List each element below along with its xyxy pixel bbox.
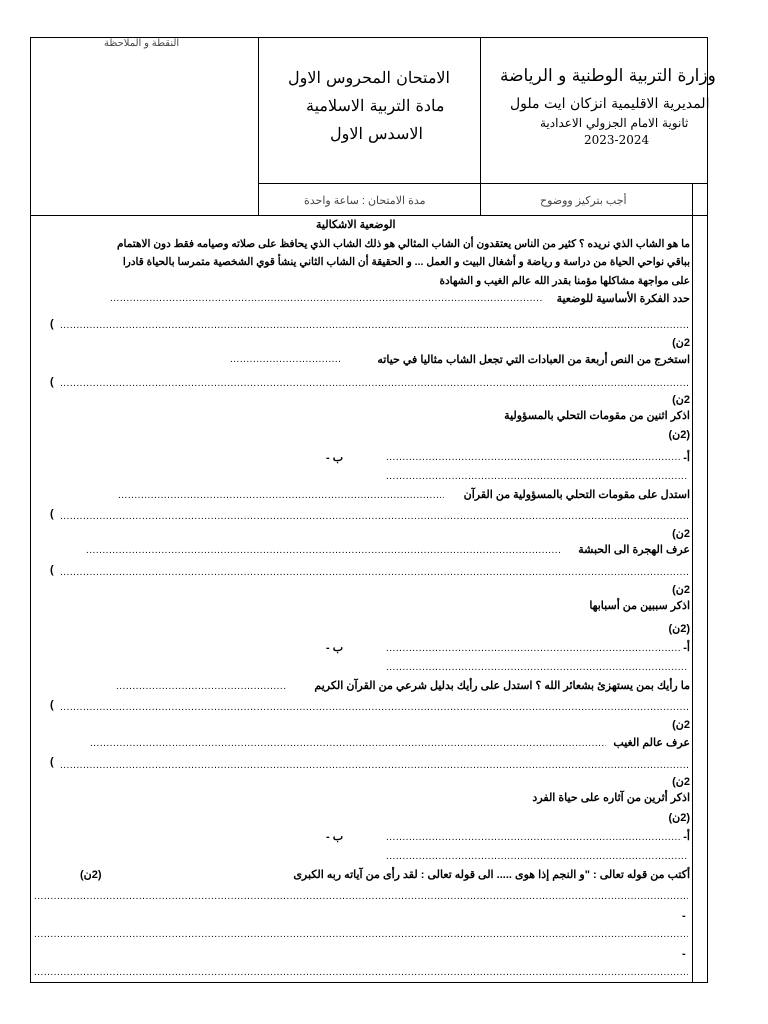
mark-open-4: ) bbox=[50, 508, 54, 520]
mark-1: 2ن) bbox=[672, 337, 690, 349]
answer-line-3b bbox=[386, 471, 688, 483]
answer-line-4a bbox=[118, 490, 444, 502]
question-10: أكتب من قوله تعالى : "و النجم إذا هوى ..... الى قوله تعالى : لقد رأى من آياته ربه الكبرى bbox=[293, 869, 690, 881]
answer-line-2a bbox=[230, 354, 342, 366]
mark-6: (2ن) bbox=[668, 623, 690, 635]
mark-open-8: ) bbox=[50, 756, 54, 768]
mark-open-2: ) bbox=[50, 376, 54, 388]
mark-2: 2ن) bbox=[672, 394, 690, 406]
question-9: اذكر أثرين من آثاره على حياة الفرد bbox=[532, 792, 690, 804]
mark-open-7: ) bbox=[50, 699, 54, 711]
answer-line-5a bbox=[86, 545, 560, 557]
semester-name: الاسدس الاول bbox=[330, 124, 423, 143]
question-8: عرف عالم الغيب bbox=[613, 737, 690, 749]
answer-line-1b bbox=[60, 320, 688, 332]
mark-7: 2ن) bbox=[672, 719, 690, 731]
mark-4: 2ن) bbox=[672, 528, 690, 540]
mark-9: (2ن) bbox=[668, 812, 690, 824]
writing-line-1 bbox=[34, 891, 688, 903]
answer-line-7b bbox=[60, 702, 688, 714]
exam-duration: مدة الامتحان : ساعة واحدة bbox=[304, 195, 426, 207]
item-b-9: ب - bbox=[326, 831, 344, 843]
item-b-6: ب - bbox=[326, 642, 344, 654]
item-a-9: أ- bbox=[683, 831, 690, 843]
ministry-name: وزارة التربية الوطنية و الرياضة bbox=[500, 66, 716, 86]
mark-open-5: ) bbox=[50, 564, 54, 576]
grade-note-label: النقطة و الملاحظة bbox=[104, 38, 180, 49]
header-footer-line bbox=[30, 215, 708, 216]
situation-line-2: بباقي نواحي الحياة من دراسة و رياضة و أشغال البيت و العمل ... و الحقيقة أن الشاب الثاني ينشأ قوي الشخصية متمرسا بالحياة قادرا bbox=[122, 256, 690, 268]
writing-dash-2: - bbox=[682, 948, 686, 960]
mark-3: (2ن) bbox=[668, 429, 690, 441]
answer-line-9b bbox=[386, 851, 688, 863]
writing-line-3 bbox=[34, 967, 688, 979]
school-name: ثانوية الامام الجزولي الاعدادية bbox=[540, 116, 689, 130]
margin-line bbox=[692, 183, 693, 983]
mark-open-1: ) bbox=[50, 318, 54, 330]
item-b-3: ب - bbox=[326, 452, 344, 464]
question-4: استدل على مقومات التحلي بالمسؤولية من القرآن bbox=[463, 489, 690, 501]
answer-line-2b bbox=[60, 378, 688, 390]
question-7: ما رأيك بمن يستهزئ بشعائر الله ؟ استدل على رأيك بدليل شرعي من القرآن الكريم bbox=[314, 680, 690, 692]
exam-instruction: أجب بتركيز ووضوح bbox=[540, 195, 627, 207]
question-3: اذكر اثنين من مقومات التحلي بالمسؤولية bbox=[504, 410, 690, 422]
mark-5: 2ن) bbox=[672, 584, 690, 596]
subject-name: مادة التربية الاسلامية bbox=[306, 96, 445, 115]
exam-title: الامتحان المحروس الاول bbox=[288, 68, 450, 87]
answer-line-6b bbox=[386, 662, 688, 674]
item-a-6: أ- bbox=[683, 642, 690, 654]
question-6: اذكر سببين من أسبابها bbox=[589, 600, 690, 612]
answer-line-6a bbox=[386, 643, 682, 655]
writing-line-2 bbox=[34, 929, 688, 941]
answer-line-8b bbox=[60, 760, 688, 772]
item-a-3: أ- bbox=[683, 452, 690, 464]
mark-8: 2ن) bbox=[672, 776, 690, 788]
question-2: استخرج من النص أربعة من العبادات التي تجعل الشاب مثاليا في حياته bbox=[377, 354, 690, 366]
question-5: عرف الهجرة الى الحبشة bbox=[578, 544, 690, 556]
answer-line-8a bbox=[90, 738, 606, 750]
writing-dash-1: - bbox=[682, 910, 686, 922]
answer-line-1a bbox=[110, 293, 542, 305]
answer-line-7a bbox=[116, 681, 286, 693]
header-divider-2 bbox=[480, 37, 481, 215]
answer-line-5b bbox=[60, 567, 688, 579]
directorate-name: المديرية الاقليمية انزكان ايت ملول bbox=[510, 96, 710, 112]
answer-line-4b bbox=[60, 511, 688, 523]
header-divider-1 bbox=[258, 37, 259, 215]
mark-10: (2ن) bbox=[80, 869, 102, 881]
situation-line-1: ما هو الشاب الذي نريده ؟ كثير من الناس يعتقدون أن الشاب المثالي هو ذلك الشاب الذي يحافظ على صلاته وصيامه فقط دون الاهتمام bbox=[117, 238, 690, 250]
situation-heading: الوضعية الاشكالية bbox=[316, 219, 396, 231]
question-1: حدد الفكرة الأساسية للوضعية bbox=[556, 293, 690, 305]
answer-line-9a bbox=[386, 832, 682, 844]
header-bottom-line bbox=[258, 183, 708, 184]
answer-line-3a bbox=[386, 452, 682, 464]
situation-line-3: على مواجهة مشاكلها مؤمنا بقدر الله عالم الغيب و الشهادة bbox=[439, 275, 690, 287]
school-year: 2023-2024 bbox=[584, 133, 650, 147]
